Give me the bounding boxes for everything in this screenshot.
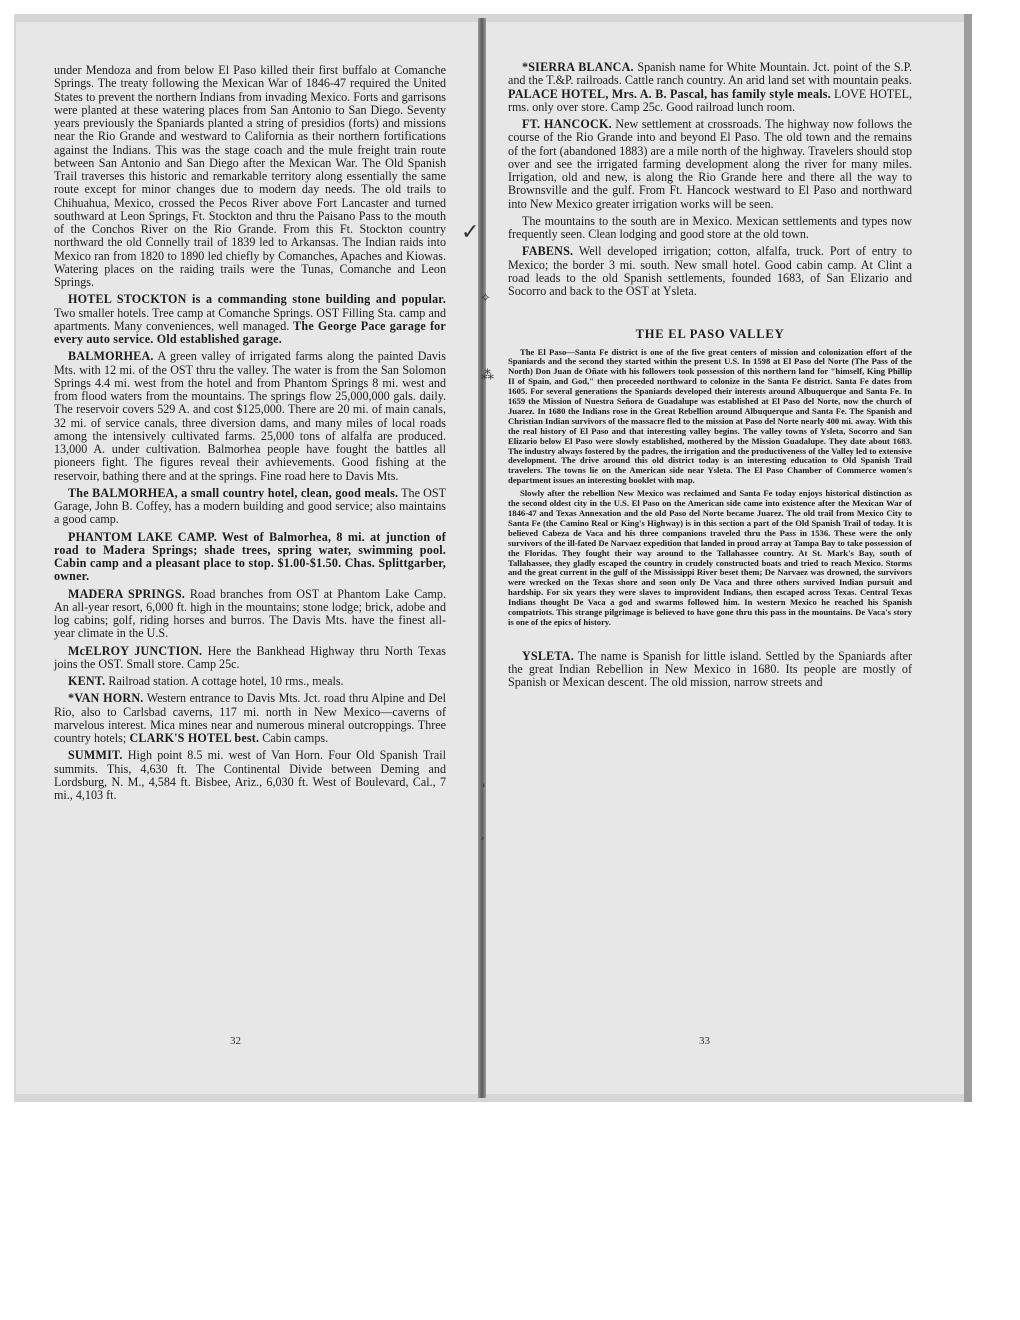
paragraph-text: Road branches from OST at Phantom Lake Camp. An all-year resort, 6,000 ft. high in the mountains; stone lodge; brick, adobe and log cabins; golf, riding horses and burros. The Davis Mts. have the finest all-year climate in the U.S.	[54, 586, 447, 641]
right-page-text	[508, 61, 912, 694]
pencil-check-mark: ✓	[461, 220, 480, 245]
entry-heading: McELROY JUNCTION.	[68, 643, 203, 658]
paragraph-text: Two smaller hotels. Tree camp at Comanche Springs. OST Filling Sta. camp and apartments. Many conveniences, well managed.	[54, 305, 446, 333]
paragraph-text: under Mendoza and from below El Paso killed their first buffalo at Comanche Springs. The treaty following the Mexican War of 1846-47 required the United States to prevent the northern Indians from invading Mexico. Forts and garrisons were planted at these watering places from San Antonio to San Diego. Seventy years previously the Spaniards planted a string of presidios (forts) and missions near the Rio Grande and westward to California as their northern fortifications against the Indians. This was the stage coach and the mule freight train route between San Antonio and San Diego after the Mexican War. The Old Spanish Trail traverses this historic and remarkable territory along essentially the same route except for minor changes due to modern day needs. The old trails to Chihuahua, Mexico, crossed the Pecos River above Fort Lancaster and turned southward at Leon Springs, Ft. Stockton and thru the Paisano Pass to the mouth of the Conchos River on the Rio Grande. From this Ft. Stockton country northward the old Connelly trail of 1839 led to Arkansas. The Indian raids into Mexico ran from 1820 to 1890 led chiefly by Comanches, Apaches and Kiowas. Watering places on the raiding trails were the Tunas, Comanche and Leon Springs.	[54, 63, 446, 289]
section-paragraph: Slowly after the rebellion New Mexico was reclaimed and Santa Fe today enjoys historical distinction as the second oldest city in the U.S. El Paso on the American side came into existence after the Mexican War of 1846-47 and Texas Annexation and the old Paso del Norte became Juarez. The old trail from Mexico City to Santa Fe (the Camino Real or King's Highway) is in this section a part of the Old Spanish Trail of today. It is believed Cabeza de Vaca and his three companions traveled thru the Pass in 1536. These were the only survivors of the ill-fated De Narvaez expedition that landed in proud array at Tampa Bay to take possession of the Floridas. They fought their way around to the Tallahassee country. At St. Mark's Bay, south of Tallahassee, they gladly escaped the country in crudely constructed boats and tried to reach Mexico. Storms and the great current in the gulf of the Mississippi River beset them; De Narvaez was drowned, the survivors were wrecked on the Texas shore and soon only De Vaca and three others survived Indian pursuit and hardship. For six years they were slaves to improvident Indians, then escaped across Texas. Central Texas Indians thought De Vaca a god and swarms followed him. In western Mexico he reached his Spanish compatriots. This strange pilgrimage is believed to have gone thru this pass in the mountains. De Vaca's story is one of the epics of history.	[508, 488, 912, 627]
paragraph-text: The name is Spanish for little island. Settled by the Spaniards after the great Indian Rebellion in New Mexico in 1680. Its people are mostly of Spanish or Mexican descent. The old mission, narrow streets and	[508, 648, 912, 690]
entry-heading: YSLETA.	[522, 648, 574, 663]
entry-heading: MADERA SPRINGS.	[68, 586, 186, 601]
paragraph-text: High point 8.5 mi. west of Van Horn. Four Old Spanish Trail summits. This, 4,630 ft. The Continental Divide between Deming and Lordsburg, N. M., 4,584 ft. Bisbee, Ariz., 6,030 ft. West of Boulevard, Cal., 7 mi., 4,103 ft.	[54, 748, 446, 802]
page-number: 32	[230, 1035, 241, 1047]
entry-heading: SUMMIT.	[68, 748, 123, 763]
paragraph	[508, 215, 912, 242]
paragraph	[508, 61, 912, 114]
entry-heading: *VAN HORN.	[68, 691, 144, 706]
page-edge	[964, 14, 972, 1102]
paragraph	[508, 650, 912, 690]
section-title: THE EL PASO VALLEY	[635, 327, 785, 342]
paragraph-text: The OST Garage, John B. Coffey, has a modern building and good service; also maintains a good camp.	[54, 485, 446, 527]
paragraph-text: LOVE HOTEL, rms. only over store. Camp 25c. Good railroad lunch room.	[508, 86, 912, 114]
entry-highlight: PALACE HOTEL, Mrs. A. B. Pascal, has family style meals.	[508, 86, 831, 101]
paragraph-text: Spanish name for White Mountain. Jct. point of the S.P. and the T.&P. railroads. Cattle ranch country. An arid land set with mountain peaks.	[508, 60, 912, 88]
section-body	[508, 348, 912, 628]
entry-heading: BALMORHEA.	[68, 349, 154, 364]
entry-heading: The BALMORHEA, a small country hotel, clean, good meals.	[68, 485, 399, 500]
paragraph	[54, 749, 446, 802]
margin-mark: ⁂	[481, 368, 494, 383]
paragraph	[508, 118, 912, 211]
margin-mark: ✧	[480, 291, 491, 306]
entry-heading: PHANTOM LAKE CAMP. West of Balmorhea, 8 mi. at junction of road to Madera Springs; shade trees, spring water, swimming pool. Cabin camp and a pleasant place to stop. $1.00-$1.50. Chas. Splittgarber, owner.	[54, 529, 446, 584]
entry-heading: FABENS.	[522, 244, 574, 259]
paragraph	[54, 531, 446, 584]
entry-heading: *SIERRA BLANCA.	[522, 60, 634, 74]
paragraph	[54, 293, 446, 346]
left-page-text	[54, 64, 446, 806]
paragraph	[54, 692, 446, 745]
margin-mark: ʼ	[480, 836, 485, 851]
section-paragraph: The El Paso—Santa Fe district is one of the five great centers of mission and colonization effort of the Spaniards and the second they started within the present U.S. In 1598 at El Paso del Norte (The Pass of the North) Don Juan de Oñate with his followers took possession of this northern land for "himself, King Phillip II of Spain, and God," then proceeded northward to colonize in the Santa Fe district. Santa Fe dates from 1605. For several generations the Spaniards developed their interests around Albuquerque and Santa Fe. In 1659 the Mission of Nuestra Señora de Guadalupe was established at El Paso del Norte, now the church of Juarez. In 1680 the Indians rose in the Great Rebellion around Albuquerque and Santa Fe. The Spanish and Christian Indian survivors of the massacre fled to the mission at Paso del Norte nearly 400 mi. away. With this the real history of El Paso and that interesting valley begins. The valley towns of Ysleta, Socorro and San Elizario below El Paso were slowly established, mothered by the Mission Guadalupe. They date about 1683. The industry always fostered by the padres, the irrigation and the productiveness of the Valley led to extensive development. The drive around this old district today is an interesting education to Old Spanish Trail travelers. The towns lie on the American side near Ysleta. The El Paso Chamber of Commerce women's department issues an interesting booklet with map.	[508, 346, 912, 486]
paragraph-text: Here the Bankhead Highway thru North Texas joins the OST. Small store. Camp 25c.	[54, 643, 446, 671]
paragraph-text: Cabin camps.	[259, 731, 329, 745]
margin-mark: '	[482, 782, 486, 797]
paragraph	[54, 588, 446, 641]
entry-highlight: CLARK'S HOTEL best.	[126, 731, 260, 745]
book-gutter	[478, 18, 486, 1098]
entry-heading: HOTEL STOCKTON is a commanding stone building and popular.	[68, 292, 446, 307]
entry-heading: KENT.	[68, 674, 106, 688]
paragraph	[508, 245, 912, 298]
paragraph-text: Western entrance to Davis Mts. Jct. road thru Alpine and Del Rio, also to Carlsbad caverns, 117 mi. north in New Mexico—caverns of marvelous interest. Mica mines near and numerous mineral outcroppings. Three country hotels;	[54, 691, 446, 745]
paragraph-text: Railroad station. A cottage hotel, 10 rms., meals.	[105, 674, 344, 688]
paragraph-text: The mountains to the south are in Mexico. Mexican settlements and types now frequently seen. Clean lodging and good store at the old town.	[508, 213, 912, 241]
paragraph-text: A green valley of irrigated farms along the painted Davis Mts. with 12 mi. of the OST thru the valley. The water is from the San Solomon Springs 4.4 mi. west from the hotel and from Phantom Springs 8 mi. west and from flood waters from the mountains. The springs flow 25,000,000 gals. daily. The reservoir covers 529 A. and cost $125,000. There are 20 mi. of main canals, 32 mi. of service canals, three diversion dams, and many miles of local roads among the intensively cultivated farms. 25,000 tons of alfalfa are produced. 13,000 A. under cultivation. Balmorhea people have fought the battles all pioneers fight. The figures reveal their avhievements. Good fishing at the reservoir, bathing there and at the springs. Fine road here to Davis Mts.	[54, 349, 446, 483]
paragraph	[54, 645, 446, 672]
page-number: 33	[699, 1035, 710, 1047]
entry-heading: FT. HANCOCK.	[522, 117, 612, 131]
paragraph	[54, 64, 446, 289]
paragraph	[54, 350, 446, 483]
paragraph-text: Well developed irrigation; cotton, alfalfa, truck. Port of entry to Mexico; the border 3 mi. south. New small hotel. Good cabin camp. At Clint a road leads to the old Spanish settlements, founded 1683, of San Elizario and Socorro and back to the OST at Ysleta.	[508, 244, 912, 298]
entry-highlight: The George Pace garage for every auto service. Old established garage.	[54, 318, 446, 346]
paragraph-text: New settlement at crossroads. The highway now follows the course of the Rio Grande into and beyond El Paso. The old town and the remains of the fort (abandoned 1883) are a mile north of the highway. Travelers should stop over and see the irrigated farming development along the river for many miles. Irrigation, old and new, is along the Rio Grande here and there all the way to Brownsville and the gulf. From Ft. Hancock westward to El Paso and northward into New Mexico greater irrigation works will be seen.	[508, 117, 912, 211]
paragraph	[54, 487, 446, 527]
paragraph	[54, 675, 446, 688]
